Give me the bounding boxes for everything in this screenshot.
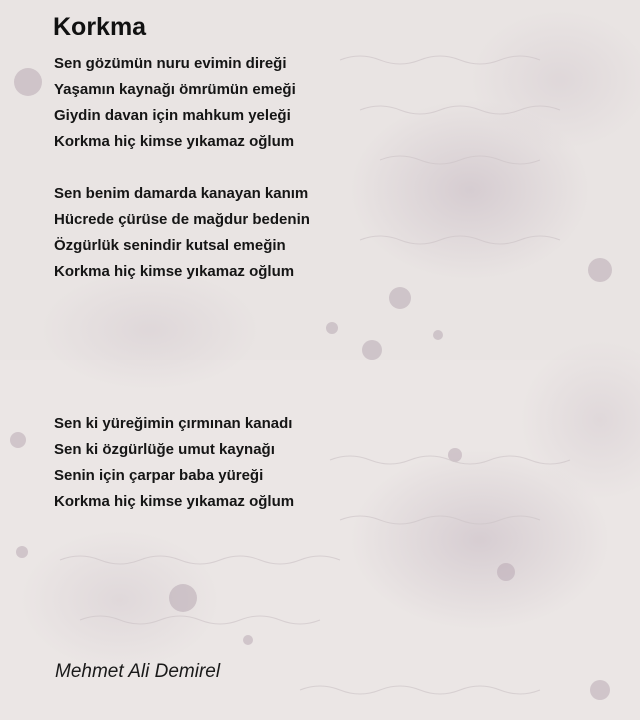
- stanza-1: [54, 51, 296, 155]
- stanza-2: [54, 181, 310, 285]
- poem-line: Korkma hiç kimse yıkamaz oğlum: [54, 133, 295, 150]
- poem-line: Sen gözümün nuru evimin direği: [54, 55, 287, 72]
- poem-line: Sen ki yüreğimin çırmınan kanadı: [54, 415, 293, 432]
- poem-line: Yaşamın kaynağı ömrümün emeği: [54, 81, 296, 98]
- poem-line: Korkma hiç kimse yıkamaz oğlum: [54, 263, 295, 280]
- poem-line: Senin için çarpar baba yüreği: [54, 467, 264, 484]
- poem-line: Sen ki özgürlüğe umut kaynağı: [54, 441, 275, 458]
- poem-line: Sen benim damarda kanayan kanım: [54, 185, 309, 202]
- poem-line: Korkma hiç kimse yıkamaz oğlum: [54, 493, 295, 510]
- poem-author: Mehmet Ali Demirel: [55, 661, 221, 682]
- poem-title: Korkma: [53, 13, 147, 41]
- poem-line: Hücrede çürüse de mağdur bedenin: [54, 211, 310, 228]
- stanza-3: [54, 411, 294, 515]
- poem-line: Giydin davan için mahkum yeleği: [54, 107, 291, 124]
- poem-line: Özgürlük senindir kutsal emeğin: [54, 237, 286, 254]
